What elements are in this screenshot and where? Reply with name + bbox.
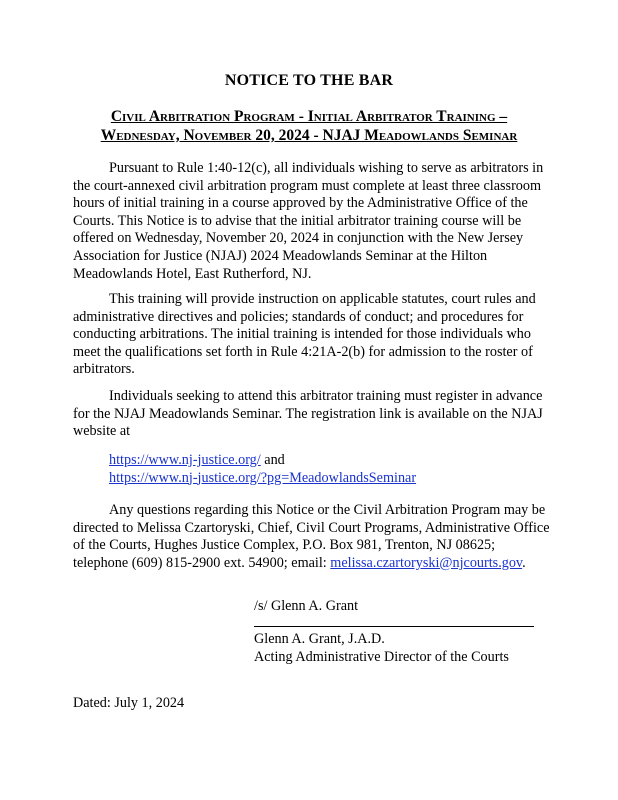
contact-text: Any questions regarding this Notice or the Civil Arbitration Program may be directed to Melissa Czartoryski, Chief, Civil Court Programs, Administrative Office of the Courts, Hughes Justice Complex, P.O. Box 981, Trenton, NJ 08625; telephone (609) 815-2900 ext. 54900; email:	[73, 502, 550, 571]
signatory-name: Glenn A. Grant, J.A.D.	[254, 631, 385, 647]
signature-signed: /s/ Glenn A. Grant	[254, 598, 359, 614]
paragraph-training-offer: Pursuant to Rule 1:40-12(c), all individuals wishing to serve as arbitrators in the court-annexed civil arbitration program must complete at least three classroom hours of initial training in a course approved by the Administrative Office of the Courts. This Notice is to advise that the initial arbitrator training course will be offered on Wednesday, November 20, 2024 in conjunction with the New Jersey Association for Justice (NJAJ) 2024 Meadowlands Seminar at the Hilton Meadowlands Hotel, East Rutherford, NJ.	[73, 160, 544, 282]
signatory-position: Acting Administrative Director of the Courts	[254, 648, 509, 665]
subtitle-line-1: Civil Arbitration Program - Initial Arbitrator Training –	[110, 108, 508, 125]
njaj-website-link[interactable]: https://www.nj-justice.org/	[109, 452, 261, 468]
contact-end: .	[522, 554, 526, 571]
contact-email-link[interactable]: melissa.czartoryski@njcourts.gov	[330, 554, 523, 571]
link-row-2	[109, 470, 416, 488]
notice-subtitle	[60, 107, 558, 145]
link-row-1	[109, 452, 416, 470]
paragraph-registration: Individuals seeking to attend this arbitrator training must register in advance for the NJAJ Meadowlands Seminar. The registration link is available on the NJAJ website at	[73, 388, 543, 440]
signature-line	[254, 626, 534, 627]
subtitle-line-2: Wednesday, November 20, 2024 - NJAJ Meadowlands Seminar	[100, 127, 518, 144]
meadowlands-seminar-link[interactable]: https://www.nj-justice.org/?pg=MeadowlandsSeminar	[109, 469, 417, 486]
dated-line: Dated: July 1, 2024	[73, 695, 185, 711]
paragraph-contact	[73, 502, 551, 572]
notice-title: NOTICE TO THE BAR	[224, 72, 394, 89]
signature-details	[254, 631, 509, 666]
registration-links	[109, 452, 416, 487]
paragraph-training-scope: This training will provide instruction on applicable statutes, court rules and administrative directives and policies; standards of conduct; and procedures for conducting arbitrations. The initial training is intended for those individuals who meet the qualifications set forth in Rule 4:21A-2(b) for admission to the roster of arbitrators.	[73, 291, 536, 378]
link-and-text: and	[260, 452, 285, 468]
